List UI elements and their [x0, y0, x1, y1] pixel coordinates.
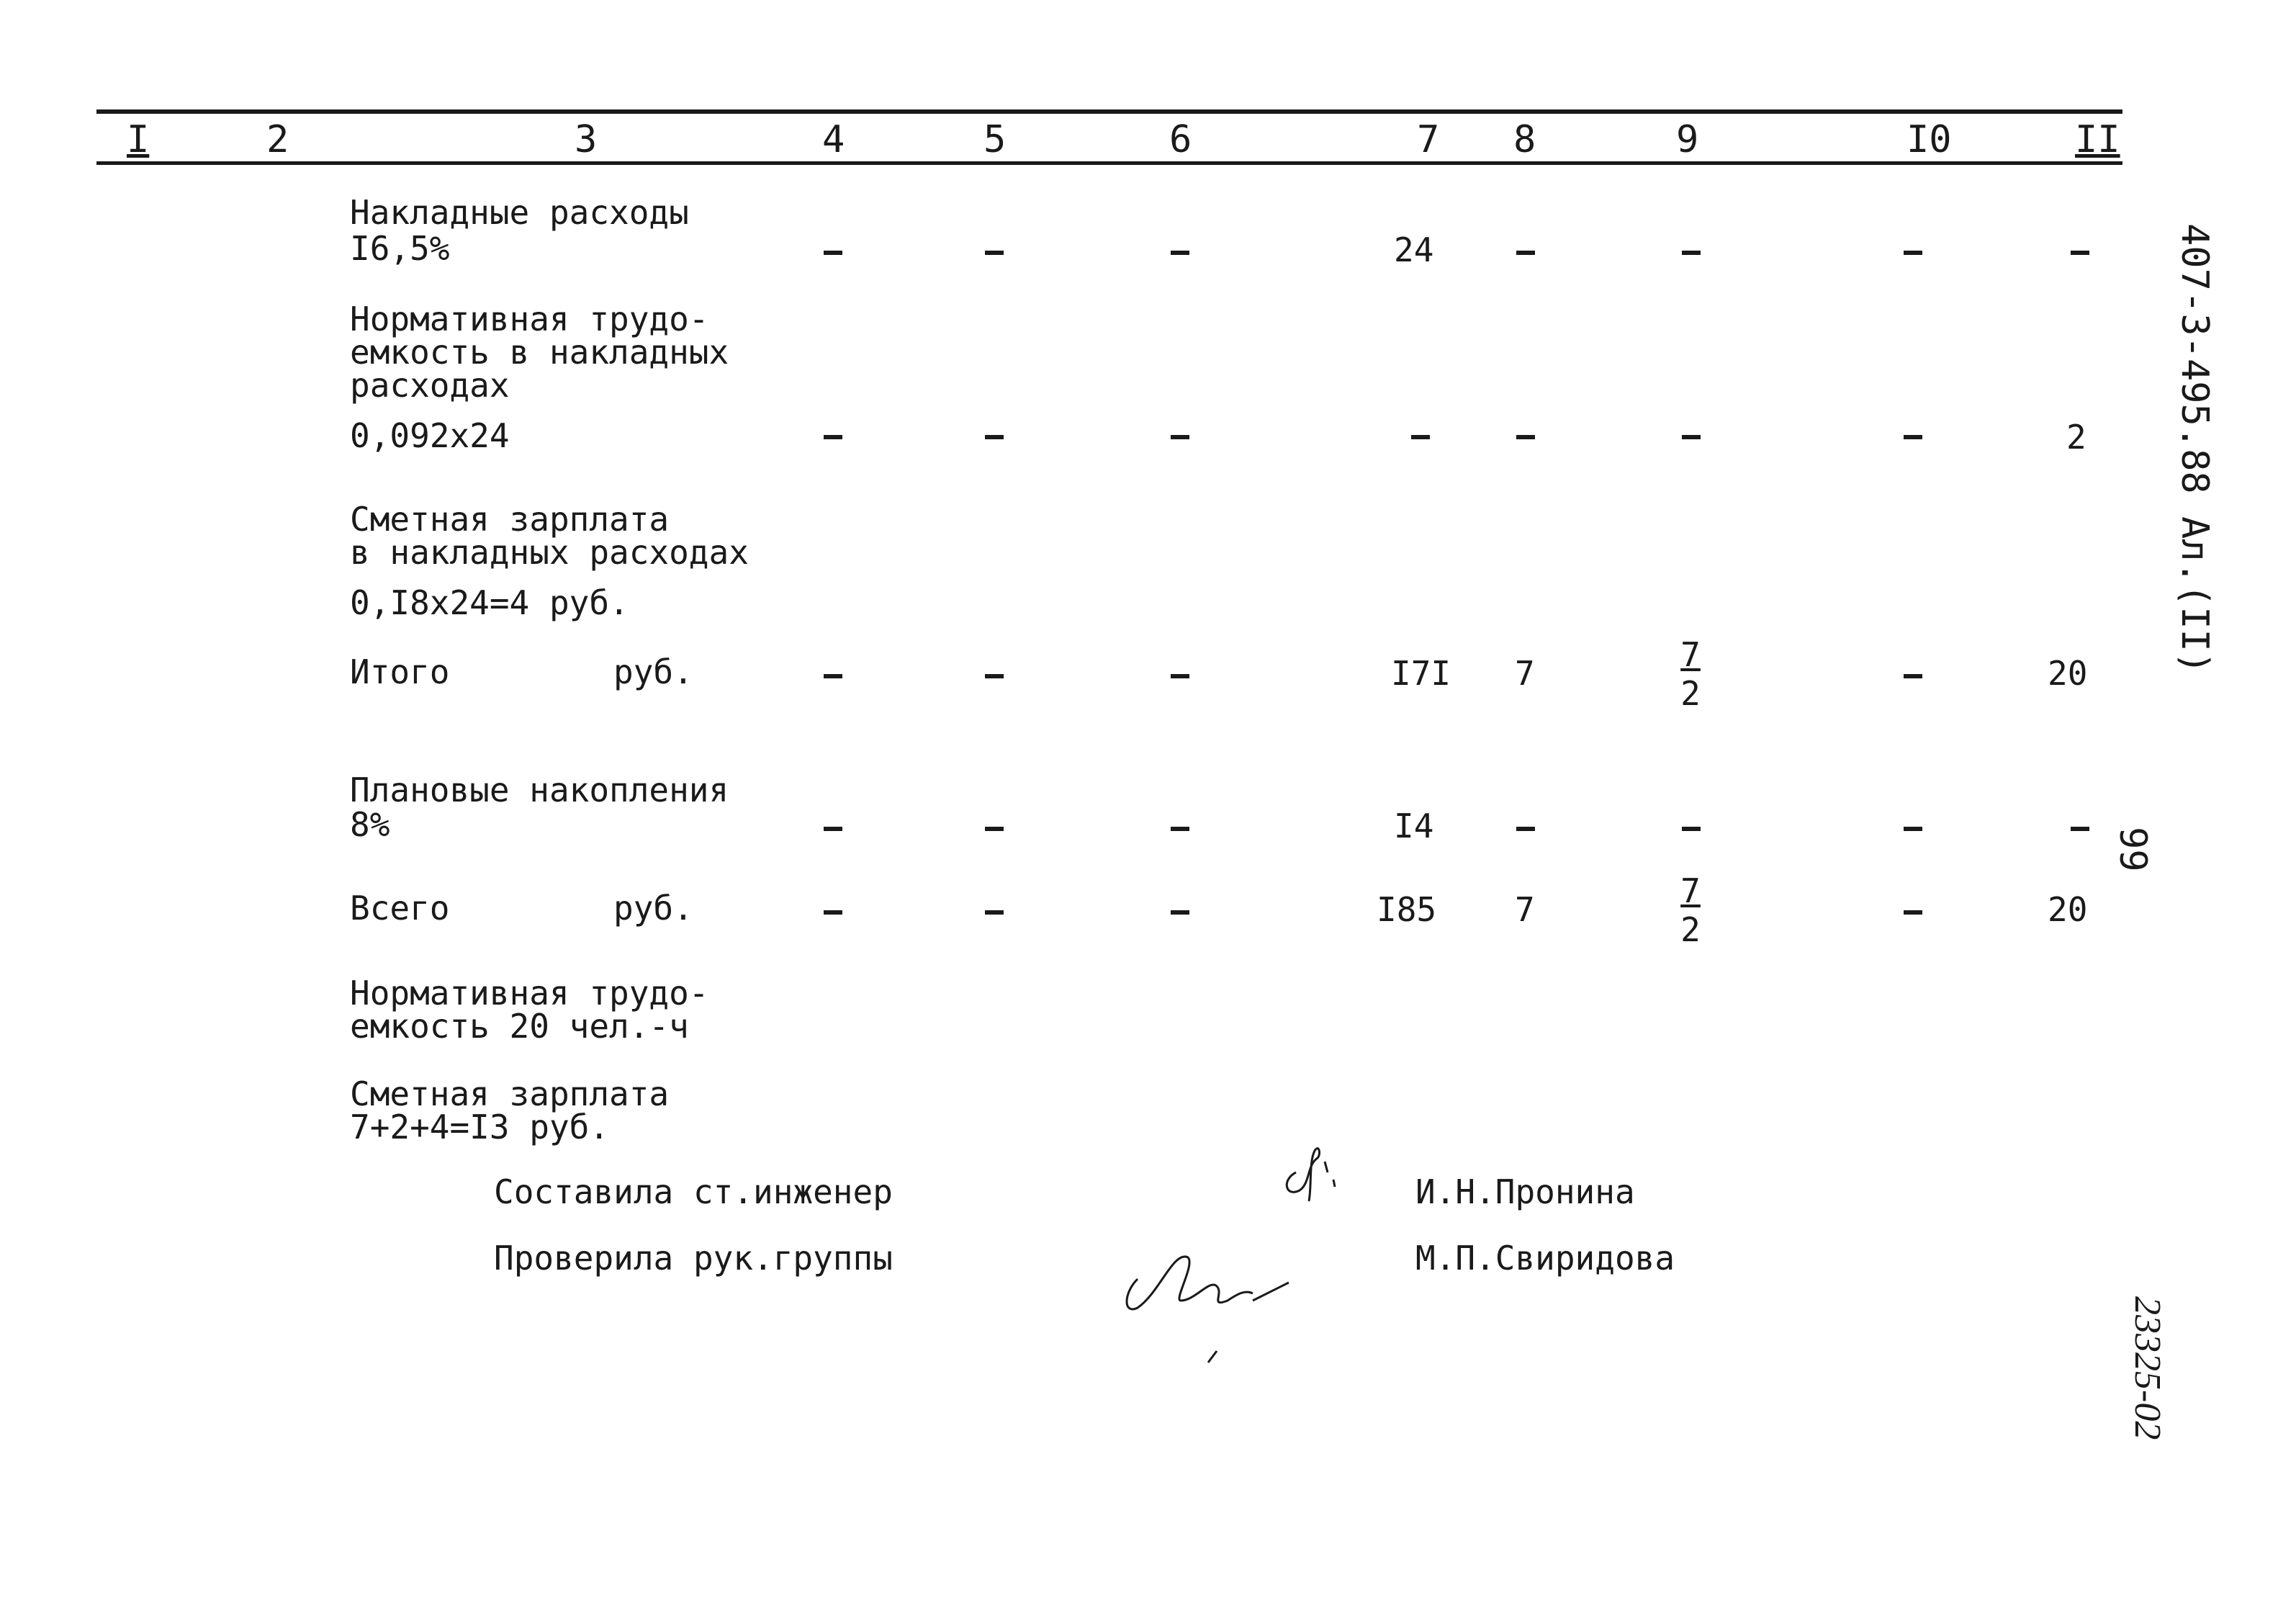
dash-mark: [1171, 827, 1189, 831]
fraction-numerator: 7: [1680, 635, 1701, 674]
dash-mark: [985, 435, 1004, 439]
signature-role: Проверила рук.группы: [494, 1239, 893, 1278]
dash-mark: [2071, 827, 2089, 831]
page-number: 99: [2111, 827, 2154, 872]
cell-col7: I4: [1394, 807, 1434, 845]
cell-col8: 7: [1515, 654, 1535, 693]
row-label-line: емкость 20 чел.-ч: [350, 1007, 689, 1046]
row-label-line: емкость в накладных: [350, 333, 729, 372]
col-header-4: 4: [822, 118, 845, 161]
col-header-10: I0: [1906, 118, 1952, 161]
dash-mark: [1516, 435, 1535, 439]
dash-mark: [824, 674, 842, 678]
col-header-8: 8: [1513, 118, 1536, 161]
dash-mark: [1904, 910, 1922, 915]
dash-mark: [824, 910, 842, 915]
row-label-line: Сметная зарплата: [350, 1074, 670, 1113]
dash-mark: [1411, 435, 1430, 439]
dash-mark: [1682, 435, 1701, 439]
row-label-line: Нормативная трудо-: [350, 300, 709, 338]
dash-mark: [1171, 910, 1189, 915]
document-code: 407-3-495.88 Ал.(II): [2173, 223, 2216, 675]
dash-mark: [824, 827, 842, 831]
row-label-line: I6,5%: [350, 229, 450, 268]
dash-mark: [1904, 435, 1922, 439]
row-unit: руб.: [613, 889, 693, 928]
dash-mark: [985, 674, 1004, 678]
dash-mark: [1682, 827, 1701, 831]
cell-col11: 20: [2048, 890, 2088, 929]
dash-mark: [1171, 251, 1189, 255]
col-header-5: 5: [983, 118, 1007, 161]
handwritten-signature-2: [1109, 1221, 1310, 1373]
fraction-numerator: 7: [1680, 871, 1701, 910]
row-label-line: Нормативная трудо-: [350, 974, 709, 1013]
fraction-denominator: 2: [1680, 674, 1701, 713]
cell-col9-fraction: [1676, 637, 1705, 712]
dash-mark: [1516, 827, 1535, 831]
dash-mark: [985, 827, 1004, 831]
dash-mark: [985, 910, 1004, 915]
col-header-9: 9: [1676, 118, 1699, 161]
row-label-line: 0,092х24: [350, 416, 510, 455]
row-label-line: 0,I8х24=4 руб.: [350, 583, 629, 622]
signature-name: И.Н.Пронина: [1415, 1172, 1635, 1211]
col-header-7: 7: [1417, 118, 1440, 161]
dash-mark: [1904, 251, 1922, 255]
header-top-rule: [96, 109, 2122, 114]
col-header-1: I: [127, 118, 150, 161]
col-header-6: 6: [1169, 118, 1192, 161]
dash-mark: [1904, 674, 1922, 678]
dash-mark: [2071, 251, 2089, 255]
col-header-3: 3: [575, 118, 598, 161]
row-label-line: 8%: [350, 805, 390, 844]
cell-col9-fraction: [1676, 873, 1705, 948]
dash-mark: [824, 435, 842, 439]
cell-col11: 20: [2048, 654, 2088, 693]
cell-col7: I7I: [1391, 654, 1451, 693]
dash-mark: [1171, 674, 1189, 678]
row-label-line: 7+2+4=I3 руб.: [350, 1108, 610, 1146]
row-label-line: Накладные расходы: [350, 193, 689, 232]
cell-col11: 2: [2066, 418, 2086, 457]
dash-mark: [1682, 251, 1701, 255]
row-label-line: расходах: [350, 366, 510, 405]
dash-mark: [1904, 827, 1922, 831]
inventory-number: 23325-02: [2127, 1296, 2168, 1440]
row-label: Всего: [350, 889, 450, 928]
dash-mark: [985, 251, 1004, 255]
cell-col7: I85: [1377, 890, 1437, 929]
dash-mark: [824, 251, 842, 255]
signature-role: Составила ст.инженер: [494, 1172, 893, 1211]
row-label-line: в накладных расходах: [350, 533, 749, 572]
fraction-denominator: 2: [1680, 910, 1701, 949]
dash-mark: [1516, 251, 1535, 255]
row-label: Итого: [350, 652, 450, 691]
signature-name: М.П.Свиридова: [1415, 1239, 1675, 1278]
header-bottom-rule: [96, 161, 2122, 165]
row-label-line: Сметная зарплата: [350, 500, 670, 539]
dash-mark: [1171, 435, 1189, 439]
handwritten-signature-1: [1267, 1129, 1354, 1216]
row-unit: руб.: [613, 652, 693, 691]
cell-col7: 24: [1394, 230, 1434, 269]
cell-col8: 7: [1515, 890, 1535, 929]
col-header-11: II: [2075, 118, 2120, 161]
row-label-line: Плановые накопления: [350, 771, 729, 809]
col-header-2: 2: [266, 118, 289, 161]
